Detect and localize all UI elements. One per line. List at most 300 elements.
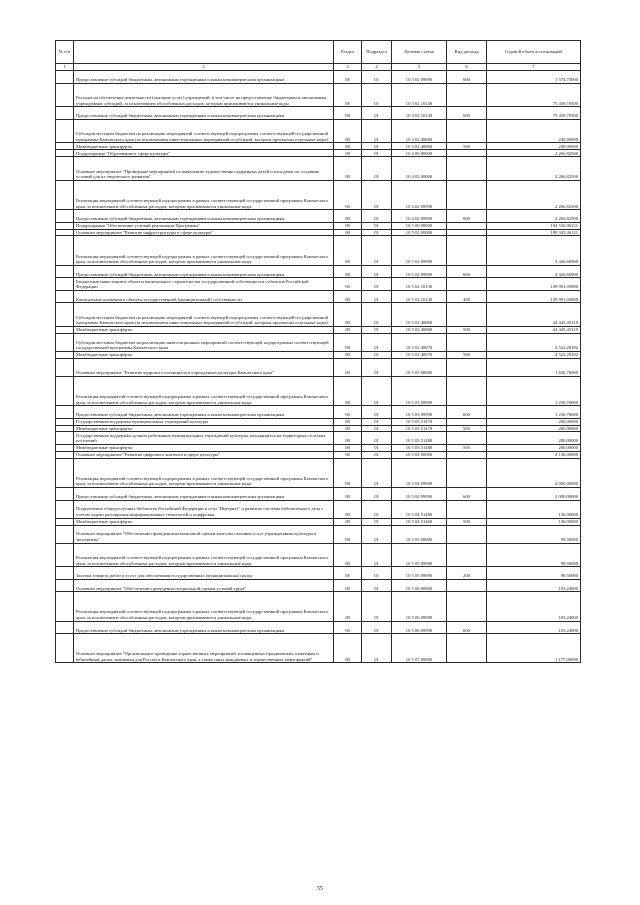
target-article-cell: 10 5 02 10130: [392, 278, 447, 291]
budget-table: [55, 40, 581, 663]
description-cell: Межбюджетные трансферты: [74, 444, 334, 451]
amount-cell: 103,24000: [487, 621, 581, 634]
description-cell: Предоставление субсидий бюджетным, автономным учреждениям и иным некоммерческим организациям: [74, 107, 334, 120]
amount-cell: 1 177,00000: [487, 634, 581, 663]
table-row: [56, 210, 581, 223]
num-cell: [56, 634, 74, 663]
expense-type-cell: 500: [447, 518, 487, 525]
amount-cell: 2 266,82500: [487, 210, 581, 223]
expense-type-cell: [447, 592, 487, 621]
num-cell: [56, 229, 74, 236]
subsection-cell: 01: [362, 567, 392, 580]
section-cell: 08: [334, 579, 362, 592]
table-row: [56, 236, 581, 265]
target-article-cell: 10 5 04 09990: [392, 458, 447, 487]
target-article-cell: 10 3 02 10140: [392, 83, 447, 107]
target-article-cell: 10 5 04 09990: [392, 488, 447, 501]
section-cell: 08: [334, 265, 362, 278]
description-cell: Бюджетные инвестиции в объекты капитального строительства государственной собственности субъектов Российской Федерации: [74, 278, 334, 291]
num-cell: [56, 406, 74, 419]
subsection-cell: 01: [362, 107, 392, 120]
description-cell: Субсидии местным бюджетам на реализацию мероприятий соответствующей подпрограммы соответствующей государственной программы Камчатского края (за исключением инвестиционных мероприятий и субсидий, которым присвоены отдельные коды): [74, 119, 334, 143]
table-body: [56, 71, 581, 663]
table-row: [56, 265, 581, 278]
table-row: [56, 303, 581, 327]
expense-type-cell: 600: [447, 107, 487, 120]
amount-cell: 139 991,05800: [487, 278, 581, 291]
expense-type-cell: [447, 432, 487, 445]
table-row: [56, 83, 581, 107]
num-cell: [56, 451, 74, 458]
description-cell: Реализация мероприятий соответствующей подпрограммы в рамках соответствующей государственной программы Камчатского края, за исключением обособленных расходов, которым присваиваются уникальные коды: [74, 592, 334, 621]
expense-type-cell: [447, 458, 487, 487]
target-article-cell: 10 5 03 51470: [392, 418, 447, 425]
num-cell: [56, 326, 74, 333]
subsection-cell: 01: [362, 451, 392, 458]
table-row: [56, 621, 581, 634]
amount-cell: 2 426,66900: [487, 236, 581, 265]
num-cell: [56, 621, 74, 634]
table-row: [56, 143, 581, 150]
num-cell: [56, 265, 74, 278]
description-cell: Предоставление субсидий бюджетным, автономным учреждениям и иным некоммерческим организациям: [74, 71, 334, 84]
column-number: 1: [56, 64, 74, 71]
header-number: № п/п: [56, 41, 74, 64]
num-cell: [56, 333, 74, 351]
num-cell: [56, 418, 74, 425]
expense-type-cell: [447, 376, 487, 405]
subsection-cell: 01: [362, 222, 392, 229]
expense-type-cell: 600: [447, 210, 487, 223]
num-cell: [56, 143, 74, 150]
description-cell: Предоставление субсидий бюджетным, автономным учреждениям и иным некоммерческим организациям: [74, 210, 334, 223]
section-cell: 08: [334, 458, 362, 487]
section-cell: 08: [334, 222, 362, 229]
description-cell: Основное мероприятие "Обеспечение проведения специальной оценки условий труда": [74, 579, 334, 592]
amount-cell: 1 236,76000: [487, 376, 581, 405]
description-cell: Межбюджетные трансферты: [74, 351, 334, 358]
expense-type-cell: [447, 83, 487, 107]
target-article-cell: 10 4 00 00000: [392, 150, 447, 157]
target-article-cell: 10 5 03 09990: [392, 406, 447, 419]
column-number: 6: [447, 64, 487, 71]
header-target: Целевая статья: [392, 41, 447, 64]
target-article-cell: 10 5 02 40070: [392, 333, 447, 351]
num-cell: [56, 543, 74, 567]
description-cell: Основное мероприятие "Обеспечение проведения независимой оценки качества оказания услуг учреждениями культуры и экспертизы": [74, 525, 334, 543]
expense-type-cell: [447, 303, 487, 327]
subsection-cell: 01: [362, 326, 392, 333]
table-row: [56, 71, 581, 84]
amount-cell: 103,24000: [487, 592, 581, 621]
expense-type-cell: [447, 278, 487, 291]
num-cell: [56, 488, 74, 501]
description-cell: Предоставление субсидий бюджетным, автономным учреждениям и иным некоммерческим организациям: [74, 265, 334, 278]
subsection-cell: 01: [362, 425, 392, 432]
expense-type-cell: 500: [447, 444, 487, 451]
subsection-cell: 01: [362, 592, 392, 621]
section-cell: 08: [334, 351, 362, 358]
expense-type-cell: 600: [447, 265, 487, 278]
expense-type-cell: [447, 333, 487, 351]
description-cell: Основное мероприятие "Развитие инфраструктуры в сфере культуры": [74, 229, 334, 236]
expense-type-cell: [447, 229, 487, 236]
column-numbers-row: [56, 64, 581, 71]
amount-cell: 2 522,28102: [487, 333, 581, 351]
amount-cell: 98,50000: [487, 543, 581, 567]
description-cell: Межбюджетные трансферты: [74, 425, 334, 432]
amount-cell: 189 345,46121: [487, 229, 581, 236]
section-cell: 08: [334, 418, 362, 425]
table-row: [56, 444, 581, 451]
table-row: [56, 278, 581, 291]
expense-type-cell: [447, 157, 487, 181]
expense-type-cell: [447, 150, 487, 157]
expense-type-cell: [447, 222, 487, 229]
expense-type-cell: 500: [447, 425, 487, 432]
target-article-cell: 10 5 03 00000: [392, 358, 447, 376]
subsection-cell: 01: [362, 418, 392, 425]
table-row: [56, 326, 581, 333]
subsection-cell: 01: [362, 333, 392, 351]
target-article-cell: 10 5 07 00000: [392, 634, 447, 663]
section-cell: 08: [334, 406, 362, 419]
num-cell: [56, 351, 74, 358]
expense-type-cell: [447, 119, 487, 143]
target-article-cell: 10 5 02 40060: [392, 303, 447, 327]
subsection-cell: 01: [362, 157, 392, 181]
section-cell: 08: [334, 592, 362, 621]
num-cell: [56, 150, 74, 157]
expense-type-cell: [447, 451, 487, 458]
table-row: [56, 432, 581, 445]
num-cell: [56, 222, 74, 229]
target-article-cell: 10 3 02 40060: [392, 119, 447, 143]
target-article-cell: 10 5 03 09990: [392, 376, 447, 405]
description-cell: Основное мероприятие "Развитие кадрового потенциала в учреждениях культуры Камчатского края": [74, 358, 334, 376]
table-row: [56, 418, 581, 425]
target-article-cell: 10 5 04 51460: [392, 500, 447, 518]
target-article-cell: 10 5 06 00000: [392, 579, 447, 592]
amount-cell: 2 000,00000: [487, 458, 581, 487]
amount-cell: 44 445,45319: [487, 303, 581, 327]
expense-type-cell: [447, 634, 487, 663]
table-row: [56, 358, 581, 376]
subsection-cell: 01: [362, 525, 392, 543]
section-cell: 08: [334, 143, 362, 150]
target-article-cell: 10 5 04 00000: [392, 451, 447, 458]
table-row: [56, 222, 581, 229]
section-cell: 08: [334, 621, 362, 634]
description-cell: Государственная поддержка муниципальных учреждений культуры: [74, 418, 334, 425]
section-cell: 08: [334, 290, 362, 303]
column-number: 3: [334, 64, 362, 71]
num-cell: [56, 210, 74, 223]
num-cell: [56, 107, 74, 120]
amount-cell: 2 266,82500: [487, 150, 581, 157]
table-row: [56, 500, 581, 518]
header-name: [74, 41, 334, 64]
column-number: 7: [487, 64, 581, 71]
description-cell: Реализация мероприятий соответствующей подпрограммы в рамках соответствующей государственной программы Камчатского края, за исключением обособленных расходов, которым присваиваются уникальные коды: [74, 458, 334, 487]
subsection-cell: 01: [362, 265, 392, 278]
amount-cell: 2 426,66900: [487, 265, 581, 278]
amount-cell: 2 266,82500: [487, 157, 581, 181]
expense-type-cell: 400: [447, 290, 487, 303]
amount-cell: 1 636,76000: [487, 358, 581, 376]
expense-type-cell: 500: [447, 143, 487, 150]
subsection-cell: 01: [362, 351, 392, 358]
expense-type-cell: 600: [447, 406, 487, 419]
table-row: [56, 525, 581, 543]
amount-cell: 44 445,45319: [487, 326, 581, 333]
section-cell: 08: [334, 210, 362, 223]
description-cell: Межбюджетные трансферты: [74, 518, 334, 525]
target-article-cell: 10 5 05 09990: [392, 543, 447, 567]
amount-cell: 200,00000: [487, 425, 581, 432]
section-cell: 08: [334, 326, 362, 333]
amount-cell: 2 136,00000: [487, 451, 581, 458]
target-article-cell: 10 5 02 00000: [392, 229, 447, 236]
table-row: [56, 592, 581, 621]
target-article-cell: 10 5 05 00000: [392, 525, 447, 543]
table-row: [56, 150, 581, 157]
expense-type-cell: 600: [447, 621, 487, 634]
section-cell: 08: [334, 518, 362, 525]
expense-type-cell: [447, 500, 487, 518]
subsection-cell: 01: [362, 579, 392, 592]
target-article-cell: 10 5 03 51480: [392, 432, 447, 445]
subsection-cell: 01: [362, 543, 392, 567]
section-cell: 08: [334, 567, 362, 580]
section-cell: 08: [334, 488, 362, 501]
description-cell: Расходы на обеспечение деятельности (оказание услуг) учреждений, в том числе на предоставление бюджетным и автономным учреждениям субсидий, за исключением обособленных расходов, которым присваиваются уникальные коды: [74, 83, 334, 107]
amount-cell: 98,50000: [487, 525, 581, 543]
section-cell: 08: [334, 83, 362, 107]
subsection-cell: 01: [362, 621, 392, 634]
document-page: [55, 40, 580, 663]
amount-cell: 136,00000: [487, 518, 581, 525]
description-cell: Предоставление субсидий бюджетным, автономным учреждениям и иным некоммерческим организациям: [74, 406, 334, 419]
section-cell: 08: [334, 71, 362, 84]
table-row: [56, 290, 581, 303]
num-cell: [56, 71, 74, 84]
target-article-cell: 10 5 06 09990: [392, 592, 447, 621]
description-cell: Основное мероприятие "Развитие цифрового контента в сфере культуры": [74, 451, 334, 458]
section-cell: 08: [334, 451, 362, 458]
section-cell: 08: [334, 229, 362, 236]
section-cell: 08: [334, 236, 362, 265]
expense-type-cell: [447, 358, 487, 376]
target-article-cell: 10 4 02 00000: [392, 157, 447, 181]
description-cell: Реализация мероприятий соответствующей подпрограммы в рамках соответствующей государственной программы Камчатского края, за исключением обособленных расходов, которым присваиваются уникальные коды: [74, 236, 334, 265]
expense-type-cell: 500: [447, 326, 487, 333]
target-article-cell: 10 4 02 09990: [392, 210, 447, 223]
section-cell: 08: [334, 157, 362, 181]
subsection-cell: 01: [362, 518, 392, 525]
table-row: [56, 157, 581, 181]
target-article-cell: 10 5 02 40070: [392, 351, 447, 358]
subsection-cell: 01: [362, 358, 392, 376]
subsection-cell: 01: [362, 236, 392, 265]
table-row: [56, 518, 581, 525]
description-cell: Реализация мероприятий соответствующей подпрограммы в рамках соответствующей государственной программы Камчатского края, за исключением обособленных расходов, которым присваиваются уникальные коды: [74, 376, 334, 405]
expense-type-cell: 600: [447, 488, 487, 501]
expense-type-cell: [447, 236, 487, 265]
amount-cell: 240,00000: [487, 119, 581, 143]
header-subsection: Подраздел: [362, 41, 392, 64]
subsection-cell: 01: [362, 150, 392, 157]
section-cell: 08: [334, 358, 362, 376]
amount-cell: 1 236,76000: [487, 406, 581, 419]
amount-cell: 98,50000: [487, 567, 581, 580]
expense-type-cell: 500: [447, 351, 487, 358]
subsection-cell: 01: [362, 71, 392, 84]
table-row: [56, 634, 581, 663]
table-row: [56, 567, 581, 580]
num-cell: [56, 303, 74, 327]
section-cell: 08: [334, 107, 362, 120]
table-row: [56, 458, 581, 487]
num-cell: [56, 83, 74, 107]
target-article-cell: 10 4 02 09990: [392, 180, 447, 209]
table-row: [56, 425, 581, 432]
table-row: [56, 376, 581, 405]
subsection-cell: 01: [362, 180, 392, 209]
description-cell: Реализация мероприятий соответствующей подпрограммы в рамках соответствующей государственной программы Камчатского края, за исключением обособленных расходов, которым присваиваются уникальные коды: [74, 543, 334, 567]
description-cell: Государственная поддержка лучших работников муниципальных учреждений культуры, находящихся на территориях сельских поселений: [74, 432, 334, 445]
target-article-cell: 10 5 03 51470: [392, 425, 447, 432]
amount-cell: 139 991,05800: [487, 290, 581, 303]
table-row: [56, 451, 581, 458]
subsection-cell: 01: [362, 210, 392, 223]
subsection-cell: 01: [362, 432, 392, 445]
description-cell: Предоставление субсидий бюджетным, автономным учреждениям и иным некоммерческим организациям: [74, 488, 334, 501]
subsection-cell: 01: [362, 290, 392, 303]
table-row: [56, 406, 581, 419]
num-cell: [56, 444, 74, 451]
description-cell: Межбюджетные трансферты: [74, 143, 334, 150]
target-article-cell: 10 3 02 10140: [392, 107, 447, 120]
num-cell: [56, 458, 74, 487]
section-cell: 08: [334, 634, 362, 663]
description-cell: Реализация мероприятий соответствующей подпрограммы в рамках соответствующей государственной программы Камчатского края, за исключением обособленных расходов, которым присваиваются уникальные коды: [74, 180, 334, 209]
section-cell: 08: [334, 543, 362, 567]
table-row: [56, 119, 581, 143]
section-cell: 08: [334, 525, 362, 543]
header-section: Раздел: [334, 41, 362, 64]
section-cell: 08: [334, 303, 362, 327]
subsection-cell: 01: [362, 229, 392, 236]
description-cell: Субсидии местным бюджетам на реализацию мероприятий соответствующей подпрограммы соответствующей государственной программы Камчатского края (за исключением инвестиционных мероприятий и субсидий, которым присвоены отдельные коды): [74, 303, 334, 327]
amount-cell: 103,24000: [487, 579, 581, 592]
subsection-cell: 01: [362, 500, 392, 518]
target-article-cell: 10 3 02 09990: [392, 71, 447, 84]
description-cell: Подпрограмма "Образование в сфере культуры": [74, 150, 334, 157]
description-cell: Межбюджетные трансферты: [74, 326, 334, 333]
num-cell: [56, 180, 74, 209]
description-cell: Подключение общедоступных библиотек Российской Федерации к сети "Интернет" и развитие системы библиотечного дела с учетом задачи расширения информационных технологий и оцифровки: [74, 500, 334, 518]
subsection-cell: 01: [362, 488, 392, 501]
num-cell: [56, 157, 74, 181]
num-cell: [56, 500, 74, 518]
amount-cell: 75 458,70300: [487, 107, 581, 120]
subsection-cell: 01: [362, 634, 392, 663]
subsection-cell: 01: [362, 444, 392, 451]
amount-cell: 200,00000: [487, 444, 581, 451]
num-cell: [56, 119, 74, 143]
description-cell: Закупка товаров, работ и услуг для обеспечения государственных (муниципальных) нужд: [74, 567, 334, 580]
num-cell: [56, 592, 74, 621]
target-article-cell: 10 5 06 09990: [392, 621, 447, 634]
table-row: [56, 229, 581, 236]
subsection-cell: 01: [362, 303, 392, 327]
table-row: [56, 488, 581, 501]
subsection-cell: 01: [362, 143, 392, 150]
num-cell: [56, 278, 74, 291]
section-cell: 08: [334, 333, 362, 351]
table-row: [56, 333, 581, 351]
num-cell: [56, 376, 74, 405]
expense-type-cell: [447, 579, 487, 592]
num-cell: [56, 579, 74, 592]
target-article-cell: 10 5 03 51480: [392, 444, 447, 451]
page-number: 55: [317, 886, 323, 892]
num-cell: [56, 518, 74, 525]
amount-cell: 200,00000: [487, 418, 581, 425]
subsection-cell: 01: [362, 458, 392, 487]
amount-cell: 136,00000: [487, 500, 581, 518]
description-cell: Предоставление субсидий бюджетным, автономным учреждениям и иным некоммерческим организациям: [74, 621, 334, 634]
num-cell: [56, 425, 74, 432]
target-article-cell: 10 5 02 09990: [392, 265, 447, 278]
description-cell: Капитальные вложения в объекты государственной (муниципальной) собственности: [74, 290, 334, 303]
expense-type-cell: 600: [447, 71, 487, 84]
amount-cell: 75 458,70300: [487, 83, 581, 107]
description-cell: Подпрограмма "Обеспечение условий реализации Программы": [74, 222, 334, 229]
description-cell: Субсидии местным бюджетам на реализацию инвестиционных мероприятий соответствующей подпрограммы соответствующей государственной программы Камчатского края: [74, 333, 334, 351]
subsection-cell: 01: [362, 83, 392, 107]
section-cell: 08: [334, 150, 362, 157]
num-cell: [56, 290, 74, 303]
section-cell: 08: [334, 278, 362, 291]
amount-cell: 2 266,82500: [487, 180, 581, 209]
target-article-cell: 10 5 05 09990: [392, 567, 447, 580]
amount-cell: 2 522,28102: [487, 351, 581, 358]
subsection-cell: 01: [362, 119, 392, 143]
section-cell: 08: [334, 500, 362, 518]
table-row: [56, 107, 581, 120]
target-article-cell: 10 5 02 40060: [392, 326, 447, 333]
table-row: [56, 351, 581, 358]
section-cell: 08: [334, 119, 362, 143]
subsection-cell: 01: [362, 278, 392, 291]
table-header-row: [56, 41, 581, 64]
target-article-cell: 10 5 02 09990: [392, 236, 447, 265]
amount-cell: 1 574,75000: [487, 71, 581, 84]
target-article-cell: 10 3 02 40060: [392, 143, 447, 150]
table-row: [56, 543, 581, 567]
table-row: [56, 180, 581, 209]
expense-type-cell: [447, 180, 487, 209]
expense-type-cell: [447, 418, 487, 425]
expense-type-cell: [447, 543, 487, 567]
num-cell: [56, 358, 74, 376]
description-cell: Основное мероприятие "Проведение мероприятий по выявлению художественно одаренных детей и молодежи по созданию условий для их творческого развития": [74, 157, 334, 181]
amount-cell: 2 000,00000: [487, 488, 581, 501]
section-cell: 08: [334, 432, 362, 445]
column-number: 2: [74, 64, 334, 71]
